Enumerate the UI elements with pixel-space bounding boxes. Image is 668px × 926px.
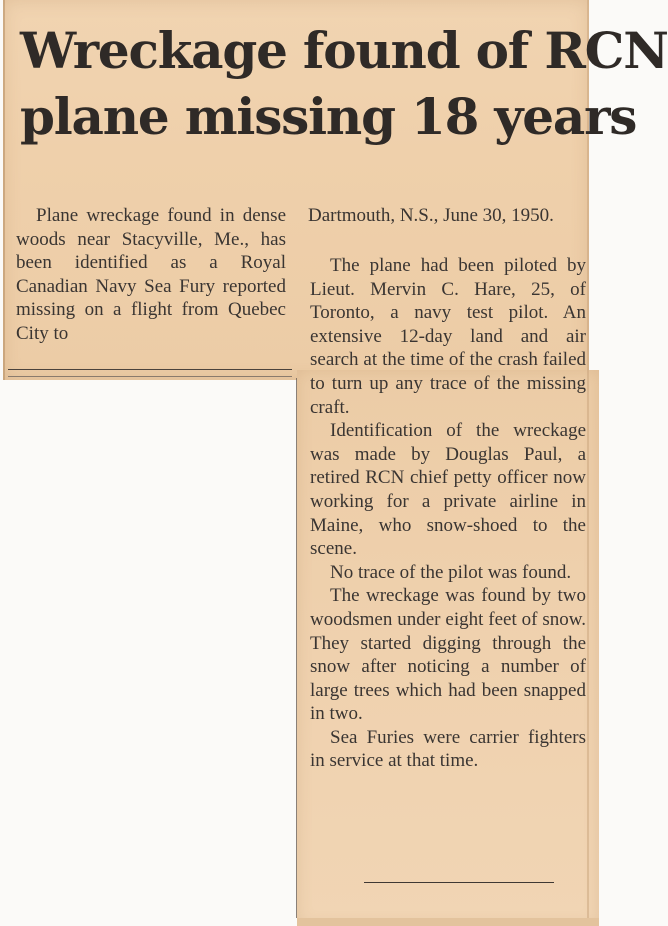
article-paragraph-1: Plane wreckage found in dense woods near Stacyville, Me., has been identified as a Royal Canadian Navy Sea Fury reported missing on a flight from Quebec City to [16,205,286,344]
article-column-left [16,204,286,346]
article-paragraph-3: Identification of the wreckage was made by Douglas Paul, a retired RCN chief petty officer now working for a private airline in Maine, who snow-shoed to the scene. [310,420,586,560]
article-end-rule [364,882,554,883]
article-paragraph-2: The plane had been piloted by Lieut. Mervin C. Hare, 25, of Toronto, a navy test pilot. An extensive 12-day land and air search at the time of the crash failed to turn up any trace of the missing craft. [310,255,586,418]
clipping-edge-left [3,0,5,380]
article-paragraph-6: Sea Furies were carrier fighters in service at that time. [310,726,586,772]
headline-line-2: plane missing 18 years [20,87,637,146]
clipping-bottom-shadow [297,918,599,926]
article-paragraph-5: The wreckage was found by two woodsmen under eight feet of snow. They started digging through the snow after noticing a number of large trees which had been snapped in two. [310,585,586,725]
article-column-right-top [308,204,580,228]
column-rule-horizontal [8,369,292,370]
article-paragraph-4: No trace of the pilot was found. [330,561,572,583]
headline [20,18,668,150]
article-column-right [310,254,586,773]
headline-line-1: Wreckage found of RCN [20,21,668,80]
column-rule-vertical [296,378,297,918]
column-rule-horizontal-thin [8,376,292,377]
article-paragraph-1-continued: Dartmouth, N.S., June 30, 1950. [308,205,554,226]
